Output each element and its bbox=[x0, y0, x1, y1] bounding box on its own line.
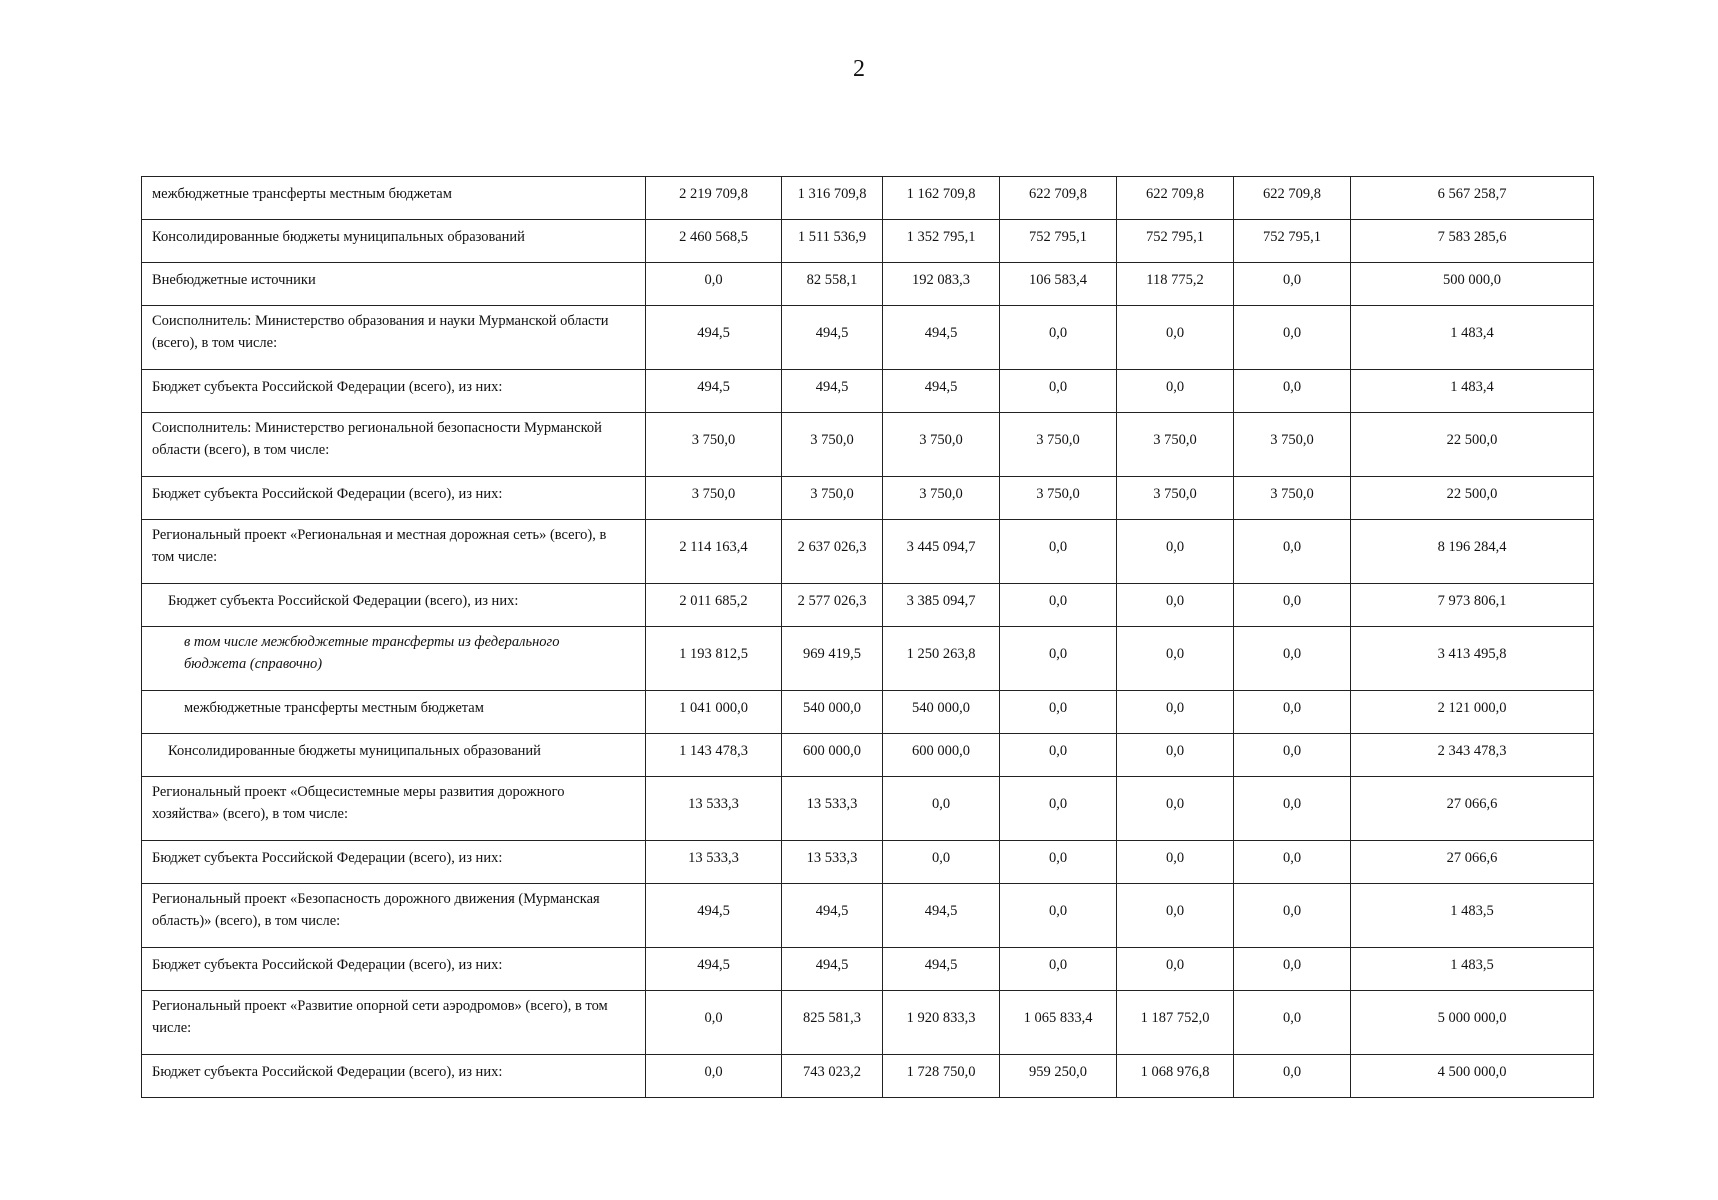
row-total-cell: 27 066,6 bbox=[1351, 841, 1594, 884]
row-value-cell: 0,0 bbox=[883, 777, 1000, 841]
row-value-cell: 0,0 bbox=[1000, 691, 1117, 734]
row-value-cell: 1 316 709,8 bbox=[782, 177, 883, 220]
row-value-cell: 0,0 bbox=[1000, 734, 1117, 777]
row-value-cell: 0,0 bbox=[1234, 263, 1351, 306]
row-value-cell: 1 065 833,4 bbox=[1000, 991, 1117, 1055]
table-row bbox=[142, 370, 1594, 413]
row-total-cell: 6 567 258,7 bbox=[1351, 177, 1594, 220]
row-total-cell: 8 196 284,4 bbox=[1351, 520, 1594, 584]
row-value-cell: 600 000,0 bbox=[883, 734, 1000, 777]
row-value-cell: 0,0 bbox=[1000, 306, 1117, 370]
row-value-cell: 3 750,0 bbox=[782, 477, 883, 520]
row-value-cell: 0,0 bbox=[1000, 584, 1117, 627]
row-value-cell: 0,0 bbox=[1000, 520, 1117, 584]
table-row bbox=[142, 220, 1594, 263]
row-value-cell: 0,0 bbox=[1234, 691, 1351, 734]
row-value-cell: 3 750,0 bbox=[1000, 477, 1117, 520]
row-value-cell: 0,0 bbox=[1234, 841, 1351, 884]
row-value-cell: 0,0 bbox=[1000, 948, 1117, 991]
row-value-cell: 494,5 bbox=[646, 370, 782, 413]
row-value-cell: 969 419,5 bbox=[782, 627, 883, 691]
row-value-cell: 494,5 bbox=[646, 948, 782, 991]
row-value-cell: 13 533,3 bbox=[782, 777, 883, 841]
page-number: 2 bbox=[853, 56, 865, 82]
table-row bbox=[142, 627, 1594, 691]
row-value-cell: 0,0 bbox=[1117, 370, 1234, 413]
row-total-cell: 2 121 000,0 bbox=[1351, 691, 1594, 734]
row-value-cell: 0,0 bbox=[1000, 370, 1117, 413]
row-value-cell: 1 728 750,0 bbox=[883, 1055, 1000, 1098]
row-total-cell: 1 483,4 bbox=[1351, 370, 1594, 413]
row-value-cell: 3 445 094,7 bbox=[883, 520, 1000, 584]
row-value-cell: 494,5 bbox=[883, 884, 1000, 948]
row-total-cell: 5 000 000,0 bbox=[1351, 991, 1594, 1055]
row-label: Бюджет субъекта Российской Федерации (всего), из них: bbox=[142, 584, 646, 627]
row-value-cell: 118 775,2 bbox=[1117, 263, 1234, 306]
row-value-cell: 622 709,8 bbox=[1234, 177, 1351, 220]
row-value-cell: 3 385 094,7 bbox=[883, 584, 1000, 627]
table-row bbox=[142, 691, 1594, 734]
table-row bbox=[142, 734, 1594, 777]
row-total-cell: 27 066,6 bbox=[1351, 777, 1594, 841]
row-value-cell: 2 577 026,3 bbox=[782, 584, 883, 627]
row-total-cell: 7 583 285,6 bbox=[1351, 220, 1594, 263]
row-value-cell: 0,0 bbox=[1234, 948, 1351, 991]
table-row bbox=[142, 177, 1594, 220]
row-total-cell: 1 483,5 bbox=[1351, 884, 1594, 948]
row-value-cell: 3 750,0 bbox=[1117, 413, 1234, 477]
table-row bbox=[142, 413, 1594, 477]
row-value-cell: 0,0 bbox=[1117, 520, 1234, 584]
row-value-cell: 1 511 536,9 bbox=[782, 220, 883, 263]
row-value-cell: 0,0 bbox=[1234, 370, 1351, 413]
row-value-cell: 13 533,3 bbox=[646, 777, 782, 841]
row-value-cell: 0,0 bbox=[1234, 991, 1351, 1055]
row-label: в том числе межбюджетные трансферты из федерального бюджета (справочно) bbox=[142, 627, 646, 691]
row-value-cell: 0,0 bbox=[1000, 841, 1117, 884]
row-value-cell: 0,0 bbox=[1117, 734, 1234, 777]
row-value-cell: 0,0 bbox=[646, 263, 782, 306]
row-value-cell: 3 750,0 bbox=[1000, 413, 1117, 477]
row-value-cell: 0,0 bbox=[1234, 627, 1351, 691]
row-value-cell: 0,0 bbox=[1117, 627, 1234, 691]
row-value-cell: 0,0 bbox=[1117, 584, 1234, 627]
row-value-cell: 0,0 bbox=[646, 1055, 782, 1098]
row-value-cell: 0,0 bbox=[1234, 520, 1351, 584]
table-row bbox=[142, 884, 1594, 948]
row-value-cell: 0,0 bbox=[1234, 306, 1351, 370]
row-value-cell: 0,0 bbox=[1234, 777, 1351, 841]
row-value-cell: 2 219 709,8 bbox=[646, 177, 782, 220]
row-label: Бюджет субъекта Российской Федерации (всего), из них: bbox=[142, 1055, 646, 1098]
row-value-cell: 13 533,3 bbox=[646, 841, 782, 884]
table-row bbox=[142, 584, 1594, 627]
row-total-cell: 3 413 495,8 bbox=[1351, 627, 1594, 691]
row-value-cell: 0,0 bbox=[1234, 884, 1351, 948]
row-value-cell: 494,5 bbox=[782, 884, 883, 948]
row-label: Бюджет субъекта Российской Федерации (всего), из них: bbox=[142, 841, 646, 884]
row-label: Консолидированные бюджеты муниципальных образований bbox=[142, 220, 646, 263]
row-value-cell: 0,0 bbox=[1000, 884, 1117, 948]
row-value-cell: 1 250 263,8 bbox=[883, 627, 1000, 691]
table-row bbox=[142, 477, 1594, 520]
row-total-cell: 7 973 806,1 bbox=[1351, 584, 1594, 627]
row-value-cell: 752 795,1 bbox=[1234, 220, 1351, 263]
table-row bbox=[142, 777, 1594, 841]
row-total-cell: 500 000,0 bbox=[1351, 263, 1594, 306]
row-value-cell: 752 795,1 bbox=[1117, 220, 1234, 263]
row-value-cell: 1 193 812,5 bbox=[646, 627, 782, 691]
row-value-cell: 494,5 bbox=[883, 306, 1000, 370]
row-value-cell: 494,5 bbox=[782, 370, 883, 413]
row-total-cell: 22 500,0 bbox=[1351, 413, 1594, 477]
row-value-cell: 3 750,0 bbox=[883, 477, 1000, 520]
row-value-cell: 494,5 bbox=[782, 306, 883, 370]
row-value-cell: 2 114 163,4 bbox=[646, 520, 782, 584]
row-value-cell: 2 011 685,2 bbox=[646, 584, 782, 627]
row-label: Соисполнитель: Министерство региональной безопасности Мурманской области (всего), в том числе: bbox=[142, 413, 646, 477]
table-row bbox=[142, 520, 1594, 584]
row-value-cell: 3 750,0 bbox=[1234, 413, 1351, 477]
row-value-cell: 3 750,0 bbox=[782, 413, 883, 477]
budget-table bbox=[141, 176, 1594, 1098]
row-value-cell: 0,0 bbox=[1117, 884, 1234, 948]
row-value-cell: 600 000,0 bbox=[782, 734, 883, 777]
row-value-cell: 0,0 bbox=[1000, 627, 1117, 691]
row-value-cell: 3 750,0 bbox=[646, 477, 782, 520]
row-value-cell: 752 795,1 bbox=[1000, 220, 1117, 263]
row-value-cell: 13 533,3 bbox=[782, 841, 883, 884]
row-value-cell: 192 083,3 bbox=[883, 263, 1000, 306]
row-value-cell: 622 709,8 bbox=[1117, 177, 1234, 220]
table-row bbox=[142, 841, 1594, 884]
row-total-cell: 1 483,4 bbox=[1351, 306, 1594, 370]
row-value-cell: 1 162 709,8 bbox=[883, 177, 1000, 220]
row-label: Региональный проект «Безопасность дорожного движения (Мурманская область)» (всего), в том числе: bbox=[142, 884, 646, 948]
row-label: Бюджет субъекта Российской Федерации (всего), из них: bbox=[142, 370, 646, 413]
row-value-cell: 3 750,0 bbox=[646, 413, 782, 477]
row-value-cell: 0,0 bbox=[883, 841, 1000, 884]
row-value-cell: 3 750,0 bbox=[1234, 477, 1351, 520]
table-row bbox=[142, 948, 1594, 991]
table-body bbox=[142, 177, 1594, 1098]
row-total-cell: 2 343 478,3 bbox=[1351, 734, 1594, 777]
row-value-cell: 959 250,0 bbox=[1000, 1055, 1117, 1098]
row-value-cell: 0,0 bbox=[1117, 777, 1234, 841]
row-value-cell: 540 000,0 bbox=[782, 691, 883, 734]
row-value-cell: 743 023,2 bbox=[782, 1055, 883, 1098]
row-label: межбюджетные трансферты местным бюджетам bbox=[142, 691, 646, 734]
table-row bbox=[142, 1055, 1594, 1098]
table-row bbox=[142, 306, 1594, 370]
row-label: Соисполнитель: Министерство образования и науки Мурманской области (всего), в том числе: bbox=[142, 306, 646, 370]
row-value-cell: 1 352 795,1 bbox=[883, 220, 1000, 263]
row-value-cell: 106 583,4 bbox=[1000, 263, 1117, 306]
row-label: межбюджетные трансферты местным бюджетам bbox=[142, 177, 646, 220]
row-value-cell: 825 581,3 bbox=[782, 991, 883, 1055]
row-value-cell: 494,5 bbox=[782, 948, 883, 991]
row-value-cell: 0,0 bbox=[1234, 1055, 1351, 1098]
row-label: Региональный проект «Развитие опорной сети аэродромов» (всего), в том числе: bbox=[142, 991, 646, 1055]
row-value-cell: 0,0 bbox=[1117, 841, 1234, 884]
table-row bbox=[142, 991, 1594, 1055]
row-total-cell: 1 483,5 bbox=[1351, 948, 1594, 991]
row-value-cell: 1 041 000,0 bbox=[646, 691, 782, 734]
row-value-cell: 1 187 752,0 bbox=[1117, 991, 1234, 1055]
row-value-cell: 0,0 bbox=[1117, 948, 1234, 991]
row-value-cell: 0,0 bbox=[1000, 777, 1117, 841]
row-value-cell: 622 709,8 bbox=[1000, 177, 1117, 220]
row-value-cell: 494,5 bbox=[646, 306, 782, 370]
row-value-cell: 494,5 bbox=[883, 370, 1000, 413]
row-label: Бюджет субъекта Российской Федерации (всего), из них: bbox=[142, 477, 646, 520]
row-total-cell: 4 500 000,0 bbox=[1351, 1055, 1594, 1098]
row-value-cell: 494,5 bbox=[883, 948, 1000, 991]
row-label: Консолидированные бюджеты муниципальных образований bbox=[142, 734, 646, 777]
row-value-cell: 0,0 bbox=[646, 991, 782, 1055]
row-label: Бюджет субъекта Российской Федерации (всего), из них: bbox=[142, 948, 646, 991]
row-label: Региональный проект «Общесистемные меры развития дорожного хозяйства» (всего), в том числе: bbox=[142, 777, 646, 841]
row-value-cell: 1 920 833,3 bbox=[883, 991, 1000, 1055]
row-value-cell: 494,5 bbox=[646, 884, 782, 948]
row-value-cell: 3 750,0 bbox=[883, 413, 1000, 477]
row-value-cell: 3 750,0 bbox=[1117, 477, 1234, 520]
row-value-cell: 2 637 026,3 bbox=[782, 520, 883, 584]
table-row bbox=[142, 263, 1594, 306]
row-value-cell: 2 460 568,5 bbox=[646, 220, 782, 263]
row-value-cell: 0,0 bbox=[1117, 691, 1234, 734]
row-total-cell: 22 500,0 bbox=[1351, 477, 1594, 520]
row-value-cell: 540 000,0 bbox=[883, 691, 1000, 734]
row-value-cell: 0,0 bbox=[1234, 734, 1351, 777]
row-value-cell: 1 143 478,3 bbox=[646, 734, 782, 777]
row-value-cell: 1 068 976,8 bbox=[1117, 1055, 1234, 1098]
row-label: Внебюджетные источники bbox=[142, 263, 646, 306]
row-value-cell: 0,0 bbox=[1117, 306, 1234, 370]
row-value-cell: 0,0 bbox=[1234, 584, 1351, 627]
row-label: Региональный проект «Региональная и местная дорожная сеть» (всего), в том числе: bbox=[142, 520, 646, 584]
row-value-cell: 82 558,1 bbox=[782, 263, 883, 306]
